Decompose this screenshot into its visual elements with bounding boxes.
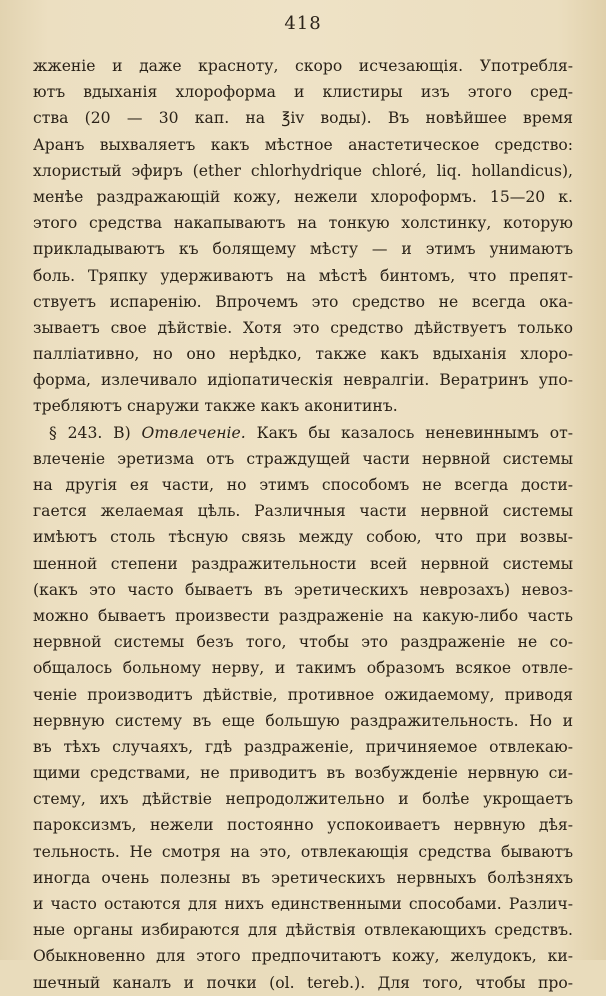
section-heading-line <box>33 420 573 446</box>
text-line: паллiативно, но оно нерѣдко, также какъ вдыханiя хлоро- <box>33 345 573 364</box>
section-title: Отвлеченiе. <box>141 423 246 442</box>
text-line: щими средствами, не приводитъ въ возбужденiе нервную си- <box>33 764 573 783</box>
text-line: хлористый эфиръ (ether chlorhydrique chloré, liq. hollandicus), <box>33 161 573 180</box>
text-line: жженiе и даже красноту, скоро исчезающiя. Употребля- <box>33 57 573 75</box>
text-line: иногда очень полезны въ эретическихъ нервныхъ болѣзняхъ <box>33 868 573 887</box>
section-number: § 243. <box>49 423 103 442</box>
text-line: менѣе раздражающiй кожу, нежели хлороформъ. 15—20 к. <box>33 187 573 206</box>
text-line: общалось больному нерву, и такимъ образомъ всякое отвле- <box>33 659 573 678</box>
text-line: этого средства накапываютъ на тонкую холстинку, которую <box>33 214 573 233</box>
text-line: стему, ихъ дѣйствiе непродолжительно и болѣе укрощаетъ <box>33 790 573 809</box>
page-number: 418 <box>284 13 322 34</box>
text-line: боль. Тряпку удерживаютъ на мѣстѣ бинтомъ, что препят- <box>33 266 573 285</box>
text-line: прикладываютъ къ болящему мѣсту — и этимъ унимаютъ <box>33 240 573 259</box>
section-243 <box>33 420 573 996</box>
text-line: ченiе производитъ дѣйствiе, противное ожидаемому, приводя <box>33 685 573 704</box>
paragraph-continuation <box>33 53 573 420</box>
text-line: и часто остаются для нихъ единственными способами. Различ- <box>33 895 573 913</box>
text-line: зываетъ свое дѣйствiе. Хотя это средство дѣйствуетъ только <box>33 318 573 337</box>
text-line: ютъ вдыханiя хлороформа и клистиры изъ этого сред- <box>33 83 573 102</box>
text-line: ства (20 — 30 кап. на ℥iv воды). Въ новѣйшее время <box>33 109 573 128</box>
text-line: шенной степени раздражительности всей нервной системы <box>33 554 573 573</box>
text-line: ствуетъ испаренiю. Впрочемъ это средство не всегда ока- <box>33 292 573 311</box>
text-line: влеченiе эретизма отъ страждущей части нервной системы <box>33 449 573 468</box>
text-line: можно бываетъ произвести раздраженiе на какую-либо часть <box>33 606 573 625</box>
text-line: на другiя ея части, но этимъ способомъ не всегда дости- <box>33 476 573 494</box>
text-line: нервную систему въ еще большую раздражительность. Но и <box>33 711 573 730</box>
text-line: гается желаемая цѣль. Различныя части нервной системы <box>33 502 573 521</box>
text-line: Аранъ выхваляетъ какъ мѣстное анастетическое средство: <box>33 135 573 154</box>
text-line: пароксизмъ, нежели постоянно успокоиваетъ нервную дѣя- <box>33 816 573 835</box>
text-line: въ тѣхъ случаяхъ, гдѣ раздраженiе, причиняемое отвлекаю- <box>33 737 573 756</box>
text-line: нервной системы безъ того, чтобы это раздраженiе не со- <box>33 633 573 652</box>
page-body <box>33 53 573 996</box>
text-line: имѣютъ столь тѣсную связь между собою, что при возвы- <box>33 528 573 547</box>
text-line: шечный каналъ и почки (ol. tereb.). Для того, чтобы про- <box>33 973 573 992</box>
text-line: требляютъ снаружи также какъ аконитинъ. <box>33 397 398 416</box>
text-line: (какъ это часто бываетъ въ эретическихъ неврозахъ) невоз- <box>33 580 573 599</box>
section-first-line-text: Какъ бы казалось неневиннымъ от- <box>256 423 573 442</box>
text-line: форма, излечивало идiопатическiя невралгiи. Вератринъ упо- <box>33 371 573 390</box>
text-line: Обыкновенно для этого предпочитаютъ кожу, желудокъ, ки- <box>33 947 573 966</box>
text-line: тельность. Не смотря на это, отвлекающiя средства бываютъ <box>33 842 573 861</box>
section-letter: B) <box>113 423 131 442</box>
text-line: ные органы избираются для дѣйствiя отвлекающихъ средствъ. <box>33 921 573 940</box>
